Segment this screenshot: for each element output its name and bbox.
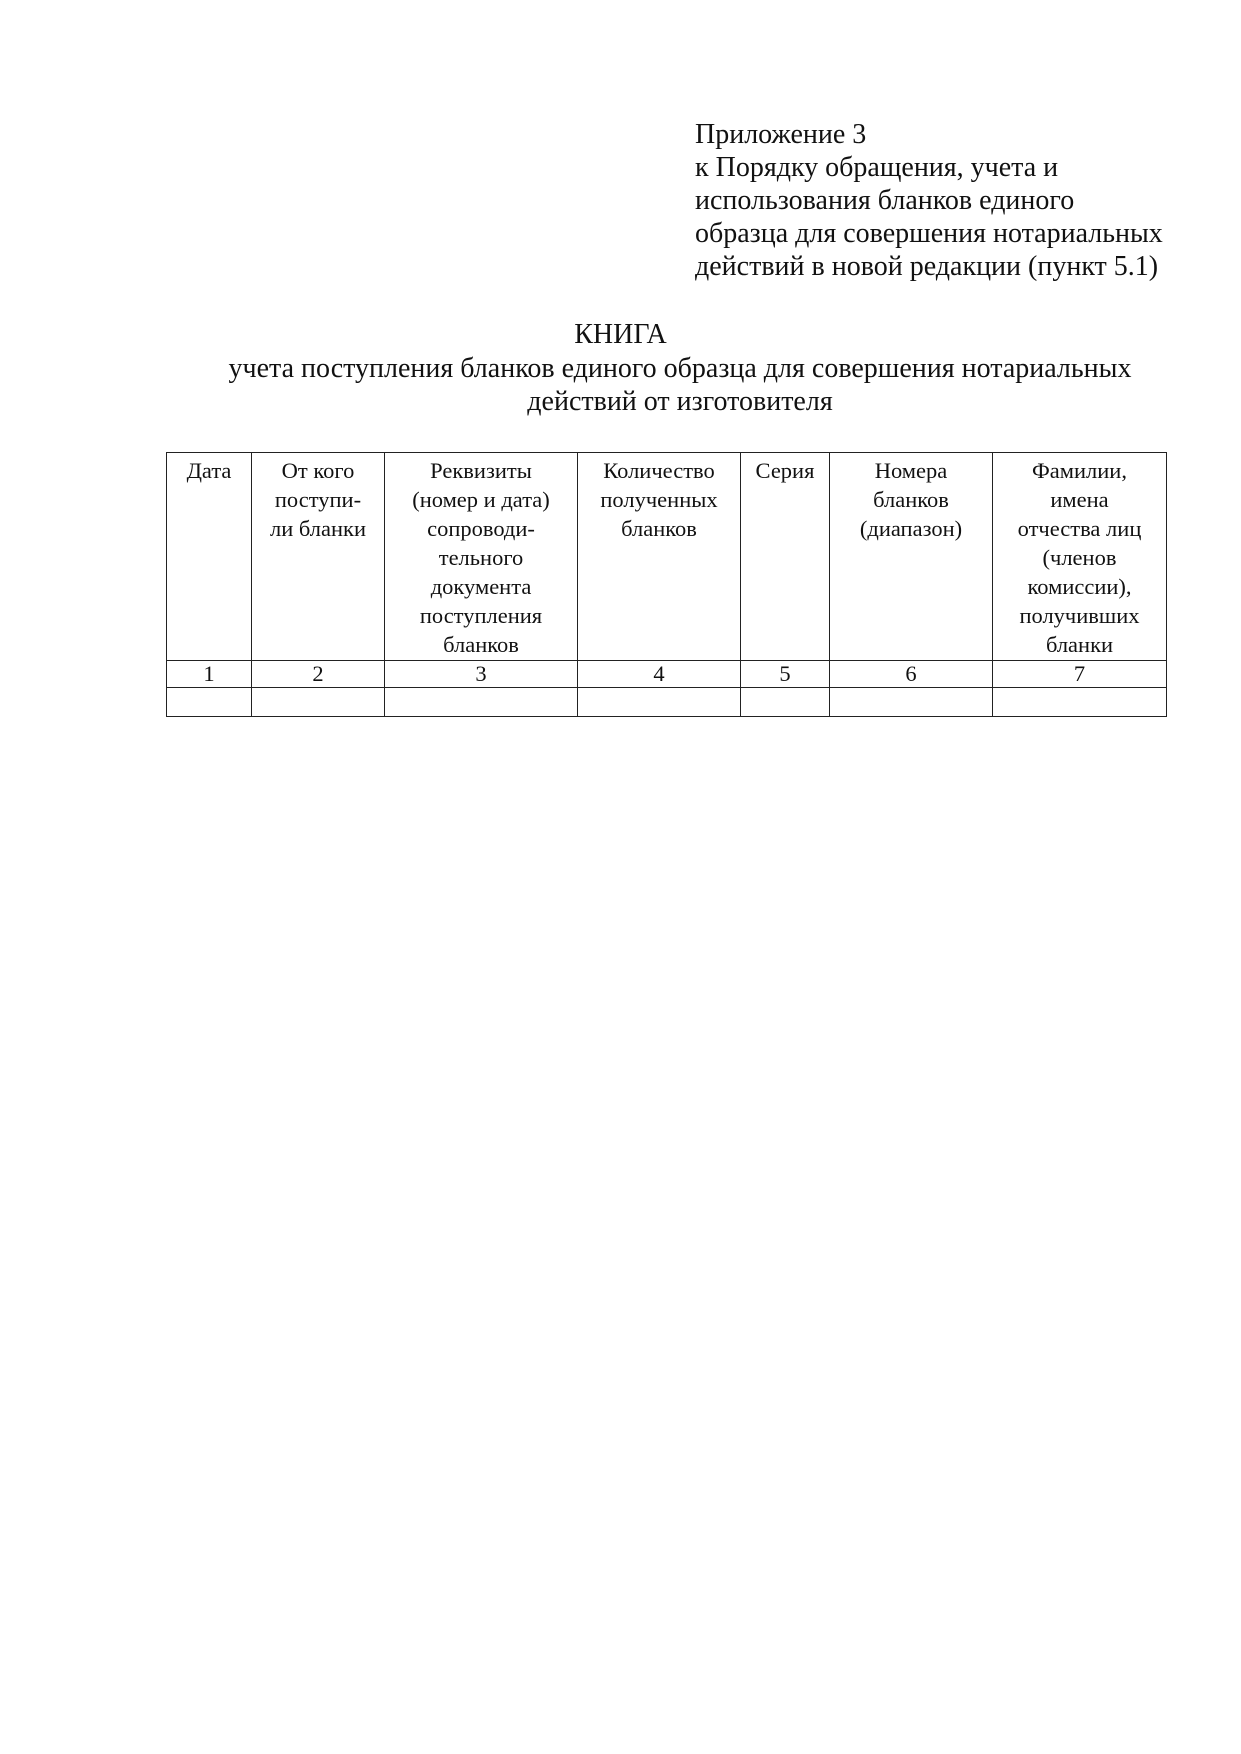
- header-text: поступления: [419, 603, 543, 628]
- header-text: Реквизиты: [430, 458, 532, 483]
- header-cell-quantity: [578, 453, 741, 661]
- header-row: [167, 453, 1167, 661]
- header-text: Серия: [755, 458, 815, 483]
- table-cell: [578, 688, 741, 717]
- column-number-cell: 3: [385, 661, 578, 688]
- document-title: КНИГА: [574, 319, 667, 350]
- header-text: бланков: [443, 632, 519, 657]
- column-number-cell: 4: [578, 661, 741, 688]
- header-text: (членов: [1042, 545, 1117, 570]
- table-cell: [741, 688, 830, 717]
- column-number-cell: 7: [993, 661, 1167, 688]
- column-number-cell: 1: [167, 661, 252, 688]
- table-cell: [167, 688, 252, 717]
- annex-block: [695, 118, 1215, 283]
- header-text: (диапазон): [859, 516, 963, 541]
- header-text: Дата: [186, 458, 232, 483]
- header-text: получивших: [1019, 603, 1140, 628]
- table-cell: [385, 688, 578, 717]
- header-text: Фамилии,: [1032, 458, 1127, 483]
- table-row: [167, 688, 1167, 717]
- header-text: бланков: [621, 516, 697, 541]
- header-text: ли бланки: [269, 516, 366, 541]
- column-number-cell: 6: [830, 661, 993, 688]
- header-text: полученных: [600, 487, 718, 512]
- header-cell-from-whom: [252, 453, 385, 661]
- header-text: сопроводи-: [427, 516, 535, 541]
- annex-line: действий в новой редакции (пункт 5.1): [695, 251, 1159, 282]
- document-subtitle: [150, 352, 1210, 418]
- header-cell-numbers: [830, 453, 993, 661]
- header-text: поступи-: [274, 487, 362, 512]
- header-text: комиссии),: [1027, 574, 1132, 599]
- header-text: бланки: [1045, 632, 1114, 657]
- header-text: (номер и дата): [412, 487, 550, 512]
- register-table: [166, 452, 1167, 717]
- header-text: документа: [430, 574, 532, 599]
- header-cell-series: [741, 453, 830, 661]
- annex-line: к Порядку обращения, учета и: [695, 152, 1059, 183]
- header-cell-requisites: [385, 453, 578, 661]
- table-cell: [993, 688, 1167, 717]
- header-cell-names: [993, 453, 1167, 661]
- header-text: Количество: [603, 458, 715, 483]
- header-text: тельного: [438, 545, 524, 570]
- annex-line: образца для совершения нотариальных: [695, 218, 1163, 249]
- subtitle-line: учета поступления бланков единого образца для совершения нотариальных: [228, 353, 1132, 384]
- annex-line: использования бланков единого: [695, 185, 1075, 216]
- header-cell-date: [167, 453, 252, 661]
- header-text: бланков: [873, 487, 949, 512]
- column-number-cell: 2: [252, 661, 385, 688]
- header-text: От кого: [281, 458, 355, 483]
- table-cell: [830, 688, 993, 717]
- table-cell: [252, 688, 385, 717]
- column-number-row: [167, 661, 1167, 688]
- header-text: имена: [1050, 487, 1109, 512]
- header-text: Номера: [874, 458, 948, 483]
- annex-line: Приложение 3: [695, 119, 867, 150]
- column-number-cell: 5: [741, 661, 830, 688]
- header-text: отчества лиц: [1017, 516, 1142, 541]
- subtitle-line: действий от изготовителя: [527, 386, 833, 417]
